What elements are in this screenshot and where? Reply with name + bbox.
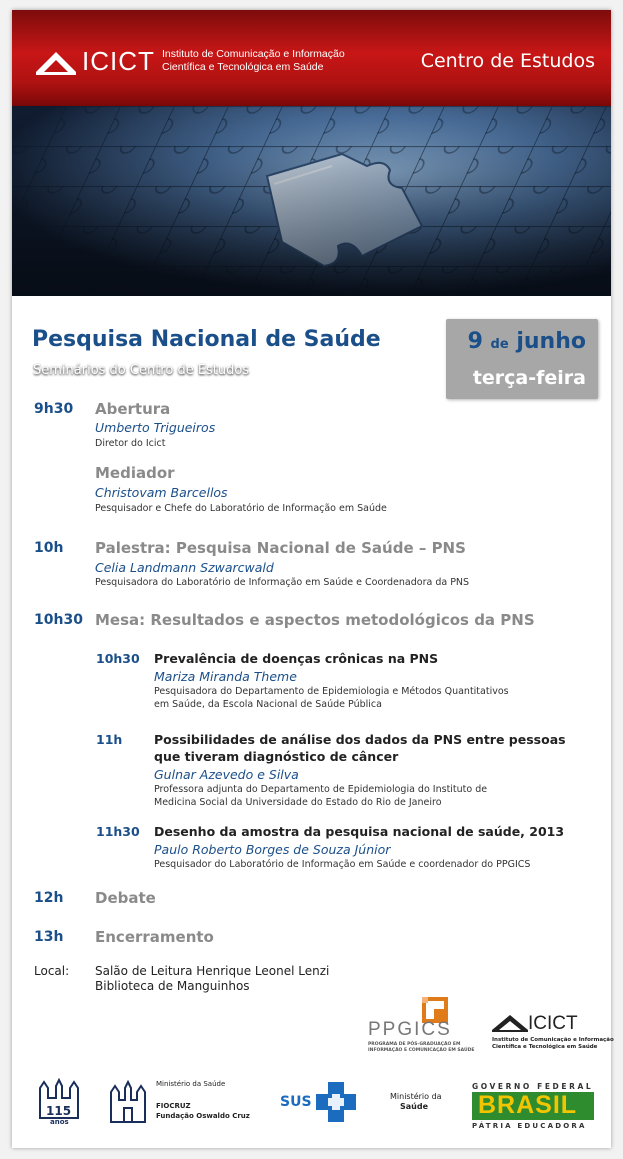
sus-logo <box>280 1080 360 1126</box>
abertura-role: Diretor do Icict <box>95 438 166 449</box>
encerramento-label: Encerramento <box>95 928 214 946</box>
section-title: Centro de Estudos <box>420 50 595 72</box>
event-month: junho <box>516 329 586 354</box>
talk-title: Desenho da amostra da pesquisa nacional de saúde, 2013 <box>154 824 565 839</box>
talk-speaker: Paulo Roberto Borges de Souza Júnior <box>154 842 391 857</box>
fiocruz-full: Fundação Oswaldo Cruz <box>156 1112 250 1120</box>
hero-caption: Seminários do Centro de Estudos <box>33 363 250 378</box>
encerramento-time: 13h <box>34 929 64 945</box>
debate-time: 12h <box>34 890 64 906</box>
governo-federal-logo <box>470 1082 598 1136</box>
abertura-speaker: Umberto Trigueiros <box>95 420 216 435</box>
logo-subtitle-2: Científica e Tecnológica em Saúde <box>162 61 324 73</box>
palestra-speaker: Celia Landmann Szwarcwald <box>95 560 274 575</box>
sus-cross-icon <box>314 1080 358 1124</box>
talk-title: Possibilidades de análise dos dados da PNS entre pessoas <box>154 732 566 747</box>
ppgics-name: PPGICS <box>368 1019 452 1040</box>
saude-label: Saúde <box>400 1102 429 1111</box>
mediador-speaker: Christovam Barcellos <box>95 485 228 500</box>
fiocruz-115-logo <box>34 1078 84 1134</box>
ppgics-sub-1: PROGRAMA DE PÓS-GRADUAÇÃO EM <box>368 1042 461 1047</box>
local-line-2: Biblioteca de Manguinhos <box>95 979 250 993</box>
flyer <box>12 10 614 1148</box>
ppgics-logo <box>368 995 478 1057</box>
event-day: 9 <box>467 329 483 354</box>
talk-time: 11h30 <box>96 824 140 839</box>
sus-name: SUS <box>280 1094 312 1110</box>
icict-footer-logo <box>490 1010 614 1058</box>
brasil-label: BRASIL <box>478 1091 578 1119</box>
mediador-role: Pesquisador e Chefe do Laboratório de Informação em Saúde <box>95 503 387 514</box>
local-label: Local: <box>34 964 70 978</box>
icict-footer-name: ICICT <box>528 1013 578 1034</box>
talk-role: Pesquisadora do Departamento de Epidemiologia e Métodos Quantitativos <box>154 686 509 697</box>
fiocruz-ministerio: Ministério da Saúde <box>156 1080 226 1088</box>
puzzle-image <box>12 106 611 296</box>
palestra-time: 10h <box>34 540 64 556</box>
talk-time: 11h <box>96 732 123 747</box>
icict-logo <box>34 46 364 78</box>
header-banner <box>12 10 611 106</box>
talk-speaker: Mariza Miranda Theme <box>154 669 297 684</box>
talk-role: Pesquisador do Laboratório de Informação em Saúde e coordenador do PPGICS <box>154 859 531 870</box>
fiocruz-name: FIOCRUZ <box>156 1102 191 1110</box>
talk-title: Prevalência de doenças crônicas na PNS <box>154 651 439 666</box>
icict-footer-sub-1: Instituto de Comunicação e Informação <box>492 1037 614 1043</box>
logo-subtitle <box>162 48 382 74</box>
talk-title-2: que tiveram diagnóstico de câncer <box>154 749 399 764</box>
icict-footer-sub-2: Científica e Tecnológica em Saúde <box>492 1044 598 1050</box>
talk-role: Professora adjunta do Departamento de Epidemiologia do Instituto de <box>154 784 488 795</box>
ministerio-logo <box>384 1092 454 1122</box>
mesa-time: 10h30 <box>34 612 83 628</box>
event-de: de <box>490 337 509 352</box>
palestra-label: Palestra: Pesquisa Nacional de Saúde – PNS <box>95 539 466 557</box>
logo-subtitle-1: Instituto de Comunicação e Informação <box>162 48 345 60</box>
icict-logo-icon <box>34 46 78 76</box>
palestra-role: Pesquisadora do Laboratório de Informação em Saúde e Coordenadora da PNS <box>95 577 470 588</box>
icict-footer-icon <box>490 1012 532 1034</box>
event-date <box>468 329 586 354</box>
talk-speaker: Gulnar Azevedo e Silva <box>154 767 299 782</box>
logo-name: ICICT <box>82 46 155 76</box>
fiocruz-castle-icon <box>108 1080 148 1124</box>
event-title: Pesquisa Nacional de Saúde <box>32 327 381 352</box>
anos-label: anos <box>50 1118 69 1126</box>
date-box <box>446 319 598 399</box>
abertura-time: 9h30 <box>34 401 74 417</box>
mesa-label: Mesa: Resultados e aspectos metodológicos da PNS <box>95 611 535 629</box>
patria-label: PÁTRIA EDUCADORA <box>472 1122 587 1130</box>
talk-role-2: Medicina Social da Universidade do Estado do Rio de Janeiro <box>154 797 442 808</box>
talk-role-2: em Saúde, da Escola Nacional de Saúde Pública <box>154 699 382 710</box>
talk-time: 10h30 <box>96 651 140 666</box>
abertura-label: Abertura <box>95 400 171 418</box>
anos-number: 115 <box>46 1104 72 1118</box>
ministerio-label: Ministério da <box>390 1092 442 1101</box>
debate-label: Debate <box>95 889 156 907</box>
mediador-label: Mediador <box>95 464 175 482</box>
governo-label: GOVERNO FEDERAL <box>472 1082 594 1091</box>
ppgics-sub-2: INFORMAÇÃO E COMUNICAÇÃO EM SAÚDE <box>368 1048 475 1053</box>
local-line-1: Salão de Leitura Henrique Leonel Lenzi <box>95 964 330 978</box>
fiocruz-logo <box>108 1078 258 1134</box>
event-weekday: terça-feira <box>472 367 586 389</box>
